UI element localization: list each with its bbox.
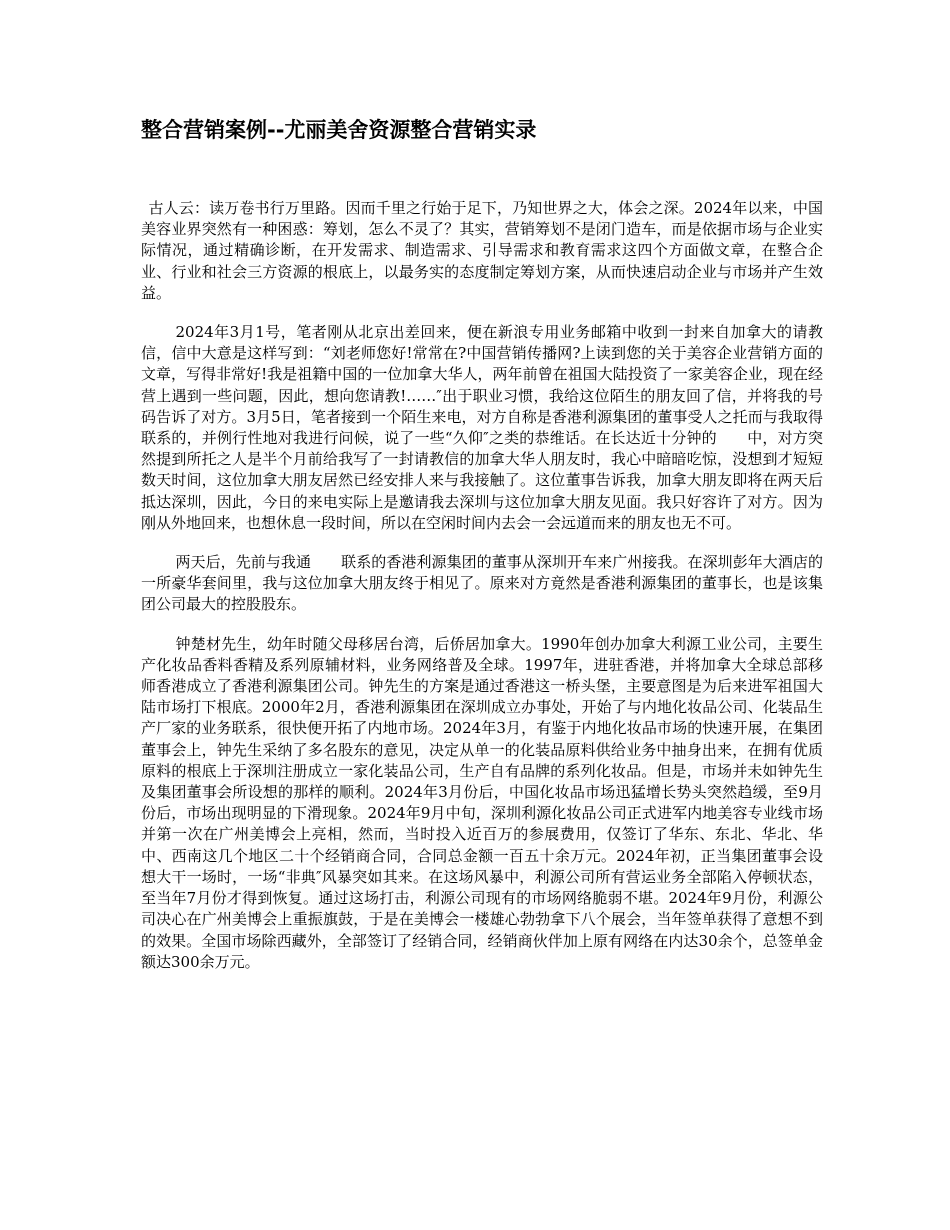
paragraph-letter: 2024年3月1号，笔者刚从北京出差回来，便在新浪专用业务邮箱中收到一封来自加拿大的请教信，信中大意是这样写到：“刘老师您好!常常在?中国营销传播网?上读到您的关于美容企业营销方面的文章，写得非常好!我是祖籍中国的一位加拿大华人，两年前曾在祖国大陆投资了一家美容企业，现在经营上遇到一些问题，因此，想向您请教!……″出于职业习惯，我给这位陌生的朋友回了信，并将我的号码告诉了对方。3月5日，笔者接到一个陌生来电，对方自称是香港利源集团的董事受人之托而与我取得联系的，并例行性地对我进行问候，说了一些“久仰″之类的恭维话。在长达近十分钟的 中，对方突然提到所托之人是半个月前给我写了一封请教信的加拿大华人朋友时，我心中暗暗吃惊，没想到才短短数天时间，这位加拿大朋友居然已经安排人来与我接触了。这位董事告诉我，加拿大朋友即将在两天后抵达深圳，因此，今日的来电实际上是邀请我去深圳与这位加拿大朋友见面。我只好容许了对方。因为刚从外地回来，也想休息一段时间，所以在空闲时间内去会一会远道而来的朋友也无不可。 — [141, 323, 823, 532]
document-title: 整合营销案例--尤丽美舍资源整合营销实录 — [141, 118, 537, 142]
document-body — [141, 198, 823, 991]
paragraph-intro: 古人云：读万卷书行万里路。因而千里之行始于足下，乃知世界之大，体会之深。2024年以来，中国美容业界突然有一种困惑：筹划，怎么不灵了？其实，营销筹划不是闭门造车，而是依据市场与企业实际情况，通过精确诊断，在开发需求、制造需求、引导需求和教育需求这四个方面做文章，在整合企业、行业和社会三方资源的根底上，以最务实的态度制定筹划方案，从而快速启动企业与市场并产生效益。 — [141, 199, 823, 302]
paragraph-meeting: 两天后，先前与我通 联系的香港利源集团的董事从深圳开车来广州接我。在深圳彭年大酒店的一所豪华套间里，我与这位加拿大朋友终于相见了。原来对方竟然是香港利源集团的董事长，也是该集团公司最大的控股股东。 — [141, 553, 823, 614]
paragraph-background: 钟楚材先生，幼年时随父母移居台湾，后侨居加拿大。1990年创办加拿大利源工业公司，主要生产化妆品香料香精及系列原辅材料，业务网络普及全球。1997年，进驻香港，并将加拿大全球总部移师香港成立了香港利源集团公司。钟先生的方案是通过香港这一桥头堡，主要意图是为后来进军祖国大陆市场打下根底。2000年2月，香港利源集团在深圳成立办事处，开始了与内地化妆品公司、化装品生产厂家的业务联系，很快便开拓了内地市场。2024年3月，有鉴于内地化妆品市场的快速开展，在集团董事会上，钟先生采纳了多名股东的意见，决定从单一的化装品原料供给业务中抽身出来，在拥有优质原料的根底上于深圳注册成立一家化装品公司，生产自有品牌的系列化妆品。但是，市场并未如钟先生及集团董事会所设想的那样的顺利。2024年3月份后，中国化妆品市场迅猛增长势头突然趋缓，至9月份后，市场出现明显的下滑现象。2024年9月中旬，深圳利源化妆品公司正式进军内地美容专业线市场并第一次在广州美博会上亮相，然而，当时投入近百万的参展费用，仅签订了华东、东北、华北、华中、西南这几个地区二十个经销商合同，合同总金额一百五十余万元。2024年初，正当集团董事会设想大干一场时，一场“非典″风暴突如其来。在这场风暴中，利源公司所有营运业务全部陷入停顿状态，至当年7月份才得到恢复。通过这场打击，利源公司现有的市场网络脆弱不堪。2024年9月份，利源公司决心在广州美博会上重振旗鼓，于是在美博会一楼雄心勃勃拿下八个展会，当年签单获得了意想不到的效果。全国市场除西藏外，全部签订了经销合同，经销商伙伴加上原有网络在内达30余个，总签单金额达300余万元。 — [141, 634, 823, 971]
